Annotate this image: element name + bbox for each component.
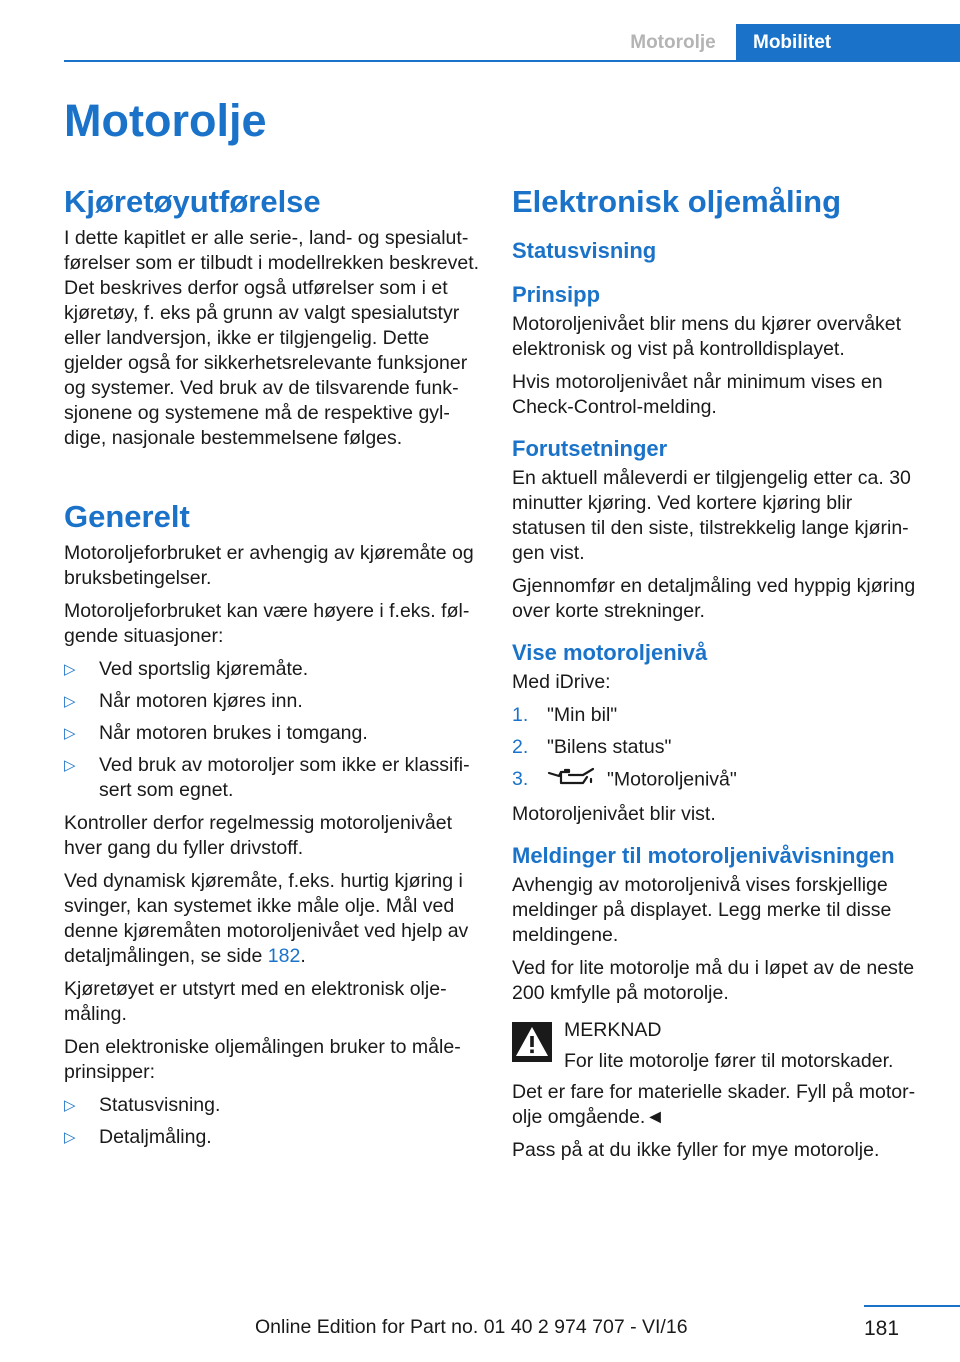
oil-can-icon xyxy=(547,767,597,794)
note-first-line: For lite motorolje fører til motorskader. xyxy=(564,1050,894,1072)
vehicle-version-text: I dette kapitlet er alle serie-, land- og spesialutførelser som er tilbudt i modellrekken beskrevet. Det beskrives derfor også utførelser som i et kjøretøy, f. eks på grunn av valgt spesialutstyr eller landversjon, ikke er tilgjengelig. Dette gjelder også for sikkerhetsrelevante funksjoner og systemer. Ved bruk av de tilsvarende funksjonene og systemene må de respektive gyldige, nasjonale bestemmelsene følges. xyxy=(64,227,480,449)
triangle-bullet-icon: ▷ xyxy=(64,661,76,678)
page-link-182[interactable]: 182 xyxy=(267,945,301,967)
list-item: ▷ Detaljmåling. xyxy=(64,1126,212,1148)
page-title: Motorolje xyxy=(64,95,267,146)
header-rule xyxy=(64,60,960,62)
warning-note xyxy=(512,1018,926,1130)
triangle-bullet-icon: ▷ xyxy=(64,1097,76,1114)
list-item: ▷ Når motoren kjøres inn. xyxy=(64,690,303,712)
heading-general: Generelt xyxy=(64,499,190,534)
equipped-text: Kjøretøyet er utstyrt med en elektronisk oljemåling. xyxy=(64,978,447,1025)
principles-list xyxy=(64,1093,480,1150)
general-text-2: Motoroljeforbruket kan være høyere i f.eks. følgende situasjoner: xyxy=(64,600,470,647)
heading-messages: Meldinger til motoroljenivåvisningen xyxy=(512,843,895,868)
footer-edition: Online Edition for Part no. 01 40 2 974 707 - VI/16 xyxy=(255,1316,688,1338)
prerequisites-text-2: Gjennomfør en detaljmåling ved hyppig kjøring over korte strekninger. xyxy=(512,575,916,622)
overfill-text: Pass på at du ikke fyller for mye motorolje. xyxy=(512,1139,880,1161)
general-text-1: Motoroljeforbruket er avhengig av kjøremåte og bruksbetingelser. xyxy=(64,542,474,589)
triangle-bullet-icon: ▷ xyxy=(64,757,76,774)
note-title: MERKNAD xyxy=(564,1019,662,1041)
list-item: 1. "Min bil" xyxy=(512,704,618,726)
triangle-bullet-icon: ▷ xyxy=(64,1129,76,1146)
heading-prerequisites: Forutsetninger xyxy=(512,436,668,461)
dynamic-driving-text: Ved dynamisk kjøremåte, f.eks. hurtig kjøring i svinger, kan systemet ikke måle olje. Mål ved denne kjøremåten motoroljenivået ved hjelp av detaljmålingen, se side 182. xyxy=(64,870,469,967)
control-text: Kontroller derfor regelmessig motoroljenivået hver gang du fyller drivstoff. xyxy=(64,812,453,859)
triangle-bullet-icon: ▷ xyxy=(64,725,76,742)
list-item: 2. "Bilens status" xyxy=(512,736,672,758)
situations-list xyxy=(64,657,480,803)
prerequisites-text-1: En aktuell måleverdi er tilgjengelig etter ca. 30 minutter kjøring. Ved kortere kjøring blir statusen til den siste, tilstrekkelig lange kjøringen vist. xyxy=(512,467,911,564)
messages-text-1: Avhengig av motoroljenivå vises forskjellige meldinger på displayet. Legg merke til disse meldingene. xyxy=(512,874,892,946)
idrive-steps xyxy=(512,703,926,794)
list-item: ▷ Ved sportslig kjøremåte. xyxy=(64,658,309,680)
heading-status-display: Statusvisning xyxy=(512,238,657,263)
heading-vehicle-version: Kjøretøyutførelse xyxy=(64,184,321,219)
principle-text-1: Motoroljenivået blir mens du kjører overvåket elektronisk og vist på kontrolldisplayet. xyxy=(512,313,902,360)
principle-text-2: Hvis motoroljenivået når minimum vises en Check-Control-melding. xyxy=(512,371,883,418)
heading-electronic-oil-measurement: Elektronisk oljemåling xyxy=(512,184,842,219)
oil-level-shown-text: Motoroljenivået blir vist. xyxy=(512,803,716,825)
warning-triangle-icon xyxy=(512,1022,552,1062)
list-item: ▷ Når motoren brukes i tomgang. xyxy=(64,722,368,744)
list-item: ▷ Ved bruk av motoroljer som ikke er klassifisert som egnet. xyxy=(64,754,470,801)
principles-text: Den elektroniske oljemålingen bruker to måleprinsipper: xyxy=(64,1036,461,1083)
page-number: 181 xyxy=(864,1317,900,1340)
note-body: Det er fare for materielle skader. Fyll på motorolje omgående.◄ xyxy=(512,1081,916,1128)
left-column xyxy=(64,182,480,1158)
heading-principle: Prinsipp xyxy=(512,282,601,307)
messages-text-2: Ved for lite motorolje må du i løpet av de neste 200 kmfylle på motorolje. xyxy=(512,957,915,1004)
list-item: 3. "Motoroljenivå" xyxy=(512,767,926,794)
header-section-tab[interactable]: Motorolje xyxy=(630,32,716,53)
heading-show-oil-level: Vise motoroljenivå xyxy=(512,640,708,665)
triangle-bullet-icon: ▷ xyxy=(64,693,76,710)
right-column xyxy=(512,182,926,1171)
header-chapter-tab[interactable]: Mobilitet xyxy=(736,24,960,62)
idrive-text: Med iDrive: xyxy=(512,671,611,693)
list-item: ▷ Statusvisning. xyxy=(64,1094,221,1116)
footer-rule xyxy=(864,1305,960,1307)
